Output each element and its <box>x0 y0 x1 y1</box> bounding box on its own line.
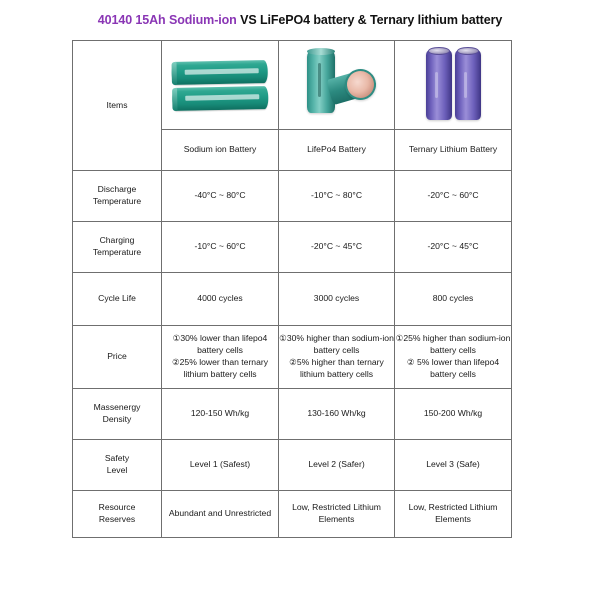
price-item-1: ①30% lower than lifepo4 battery cells <box>172 333 268 356</box>
cell-resource-reserves-sodium: Abundant and Unrestricted <box>162 491 279 538</box>
sodium-cell-2 <box>172 85 268 110</box>
row-label-safety-level: Safety Level <box>73 440 162 491</box>
cell-charging-temperature-ternary: -20°C ~ 45°C <box>395 222 512 273</box>
row-label-massenergy-density: Massenergy Density <box>73 389 162 440</box>
sodium-cell-group <box>171 60 268 111</box>
row-label-resource-reserves: Resource Reserves <box>73 491 162 538</box>
lifepo4-cell-photo <box>279 41 395 130</box>
cell-price-ternary <box>395 326 512 389</box>
cell-resource-reserves-ternary: Low, Restricted Lithium Elements <box>395 491 512 538</box>
cell-discharge-temperature-sodium: -40°C ~ 80°C <box>162 171 279 222</box>
table-row <box>73 326 512 389</box>
page-title-accent: 40140 15Ah Sodium-ion <box>97 13 237 27</box>
row-label-discharge-temperature: Discharge Temperature <box>73 171 162 222</box>
table-row <box>73 389 512 440</box>
column-header-ternary: Ternary Lithium Battery <box>395 130 512 171</box>
page-title <box>0 13 600 27</box>
cell-discharge-temperature-ternary: -20°C ~ 60°C <box>395 171 512 222</box>
battery-comparison-table <box>72 40 512 538</box>
cell-discharge-temperature-lifepo4: -10°C ~ 80°C <box>279 171 395 222</box>
sodium-cell-1 <box>171 60 267 85</box>
price-item-2: ②5% higher than ternary lithium battery cells <box>289 357 384 379</box>
column-header-sodium: Sodium ion Battery <box>162 130 279 171</box>
row-label-cycle-life: Cycle Life <box>73 273 162 326</box>
price-item-2: ②25% lower than ternary lithium battery cells <box>171 357 269 379</box>
sodium-ion-cells-photo <box>162 41 279 130</box>
cell-resource-reserves-lifepo4: Low, Restricted Lithium Elements <box>279 491 395 538</box>
column-header-lifepo4: LifePo4 Battery <box>279 130 395 171</box>
cell-safety-level-ternary: Level 3 (Safe) <box>395 440 512 491</box>
cell-massenergy-density-ternary: 150-200 Wh/kg <box>395 389 512 440</box>
table-row <box>73 440 512 491</box>
cell-safety-level-sodium: Level 1 (Safest) <box>162 440 279 491</box>
cell-massenergy-density-sodium: 120-150 Wh/kg <box>162 389 279 440</box>
ternary-cell-1 <box>426 50 452 120</box>
cell-massenergy-density-lifepo4: 130-160 Wh/kg <box>279 389 395 440</box>
cell-price-sodium <box>162 326 279 389</box>
cell-price-lifepo4 <box>279 326 395 389</box>
page-title-rest: VS LiFePO4 battery & Ternary lithium battery <box>236 13 503 27</box>
price-item-1: ①30% higher than sodium-ion battery cells <box>279 333 394 356</box>
table-row <box>73 491 512 538</box>
cell-charging-temperature-sodium: -10°C ~ 60°C <box>162 222 279 273</box>
cell-cycle-life-sodium: 4000 cycles <box>162 273 279 326</box>
price-item-2: ② 5% lower than lifepo4 battery cells <box>406 357 500 379</box>
ternary-cell-group <box>426 50 481 120</box>
row-label-price: Price <box>73 326 162 389</box>
items-header-cell: Items <box>73 41 162 171</box>
row-label-charging-temperature: Charging Temperature <box>73 222 162 273</box>
table-row <box>73 222 512 273</box>
cell-safety-level-lifepo4: Level 2 (Safer) <box>279 440 395 491</box>
table-row <box>73 171 512 222</box>
lifepo4-cell-group <box>285 45 389 125</box>
product-image-row <box>73 41 512 130</box>
table-row <box>73 273 512 326</box>
price-item-1: ①25% higher than sodium-ion battery cells <box>395 333 511 356</box>
ternary-cell-2 <box>455 50 481 120</box>
cell-charging-temperature-lifepo4: -20°C ~ 45°C <box>279 222 395 273</box>
cell-cycle-life-lifepo4: 3000 cycles <box>279 273 395 326</box>
ternary-lithium-cells-photo <box>395 41 512 130</box>
cell-cycle-life-ternary: 800 cycles <box>395 273 512 326</box>
